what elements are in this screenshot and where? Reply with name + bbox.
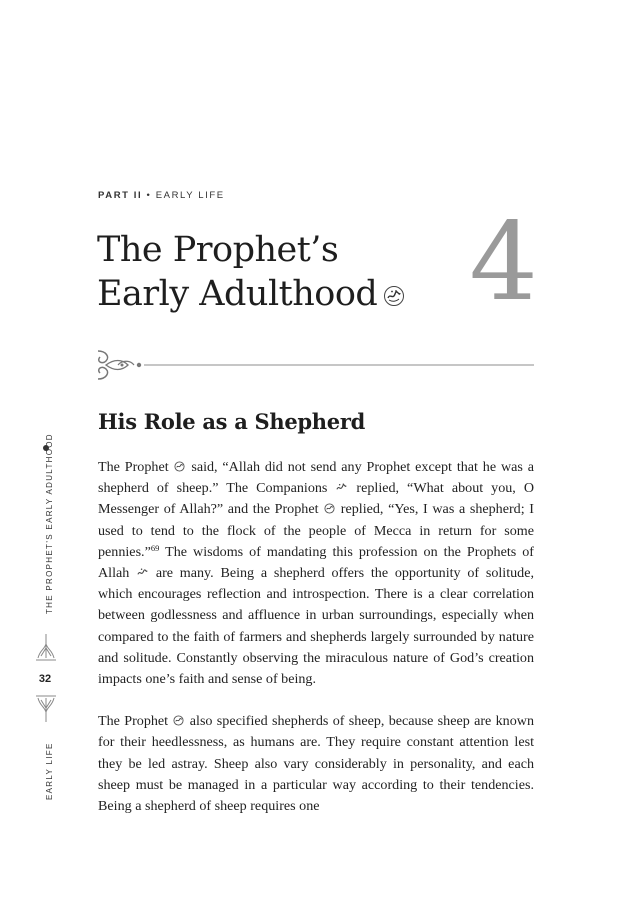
footnote-marker[interactable]: 69: [150, 542, 160, 553]
paragraph: [98, 457, 534, 690]
chapter-number: 4: [469, 200, 538, 325]
chapter-title-line1: The Prophet’s: [97, 230, 339, 270]
text-run: The Prophet: [98, 459, 174, 475]
chapter-title: [97, 228, 457, 316]
part-name: EARLY LIFE: [155, 190, 225, 201]
ornamental-divider-icon: [92, 345, 534, 385]
prophets-honorific-icon: [137, 567, 148, 578]
section-heading: His Role as a Shepherd: [98, 409, 365, 434]
salutation-icon: [324, 503, 335, 514]
salutation-icon: [174, 461, 185, 472]
peace-be-upon-him-calligraphy-icon: [383, 285, 405, 307]
chapter-title-line2-wrap: [97, 272, 457, 316]
body-text: [98, 457, 534, 838]
text-run: are many. Being a shepherd offers the opportunity of solitude, which encourages reflection and introspection. There is a clear correlation between godlessness and affluence in urban surroundings, especially when compared to the faith of farmers and shepherds largely surrounded by nature and solitude. Constantly observing the miraculous nature of God’s creation impacts one’s faith and sense of being.: [98, 565, 534, 688]
text-run: also specified shepherds of sheep, because sheep are known for their heedlessness, as humans are. They require constant attention lest they be led astray. Sheep also vary considerably in personality, and each sheep must be managed in a particular way according to their tendencies. Being a shepherd of sheep requires one: [98, 713, 534, 815]
text-run: The Prophet: [98, 713, 173, 730]
text-run: replied, “Yes, I was a shepherd; I used to tend to the flock of the people of Mecca in return for some pennies.”: [98, 501, 534, 560]
margin-part-name: EARLY LIFE: [45, 742, 54, 800]
salutation-icon: [173, 715, 184, 726]
companions-honorific-icon: [336, 482, 347, 493]
margin-ornament-top-icon: [34, 632, 58, 662]
part-label: [98, 190, 225, 201]
chapter-title-line2: Early Adulthood: [97, 274, 378, 314]
text-run: The wisdoms of mandating this profession on the Prophets of Allah: [98, 543, 534, 582]
text-run: replied, “What about you, O Messenger of Allah?” and the Prophet: [98, 480, 534, 518]
paragraph: [98, 711, 534, 817]
margin-ornament-bottom-icon: [34, 694, 58, 724]
part-number: PART II: [98, 190, 143, 201]
text-run: said, “Allah did not send any Prophet except that he was a shepherd of sheep.” The Companions: [98, 459, 534, 497]
part-bullet: •: [146, 190, 152, 201]
page-number: 32: [38, 673, 52, 685]
running-title: THE PROPHET’S EARLY ADULTHOOD: [45, 433, 54, 614]
